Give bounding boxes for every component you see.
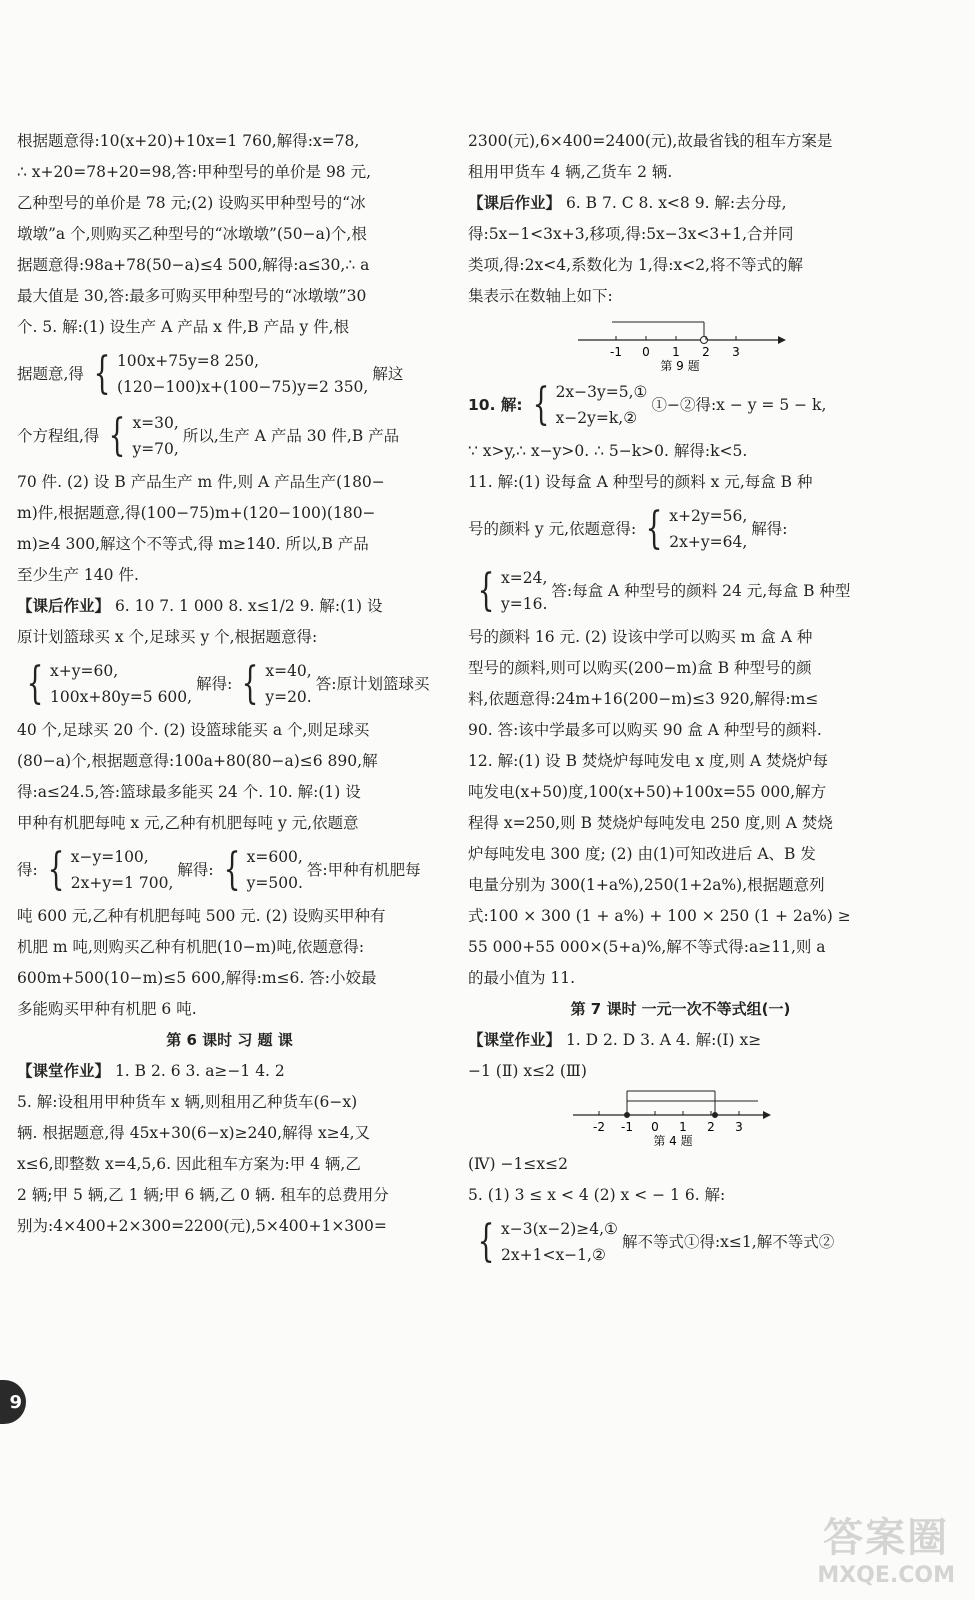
equation-line bbox=[468, 498, 893, 560]
equation: 100x+80y=5 600, bbox=[50, 688, 193, 706]
text: ①−②得:x − y = 5 − k, bbox=[651, 395, 827, 414]
brace: { bbox=[93, 348, 111, 399]
text-line: 12. 解:(1) 设 B 焚烧炉每吨发电 x 度,则 A 焚烧炉每 bbox=[468, 752, 828, 770]
left-column bbox=[17, 126, 442, 1242]
text-line: 2300(元),6×400=2400(元),故最省钱的租车方案是 bbox=[468, 132, 833, 150]
lesson-title: 第 7 课时 一元一次不等式组(一) bbox=[570, 1000, 791, 1018]
equation: x=600, bbox=[246, 848, 303, 866]
equation-system bbox=[640, 503, 747, 555]
text-line: 集表示在数轴上如下: bbox=[468, 287, 613, 305]
section-heading: 【课后作业】 bbox=[17, 597, 111, 615]
text-line: −1 (Ⅱ) x≤2 (Ⅲ) bbox=[468, 1062, 587, 1080]
tick-label: 0 bbox=[651, 1120, 659, 1134]
section-heading: 【课堂作业】 bbox=[468, 1031, 562, 1049]
text-line: 的最小值为 11. bbox=[468, 969, 576, 987]
brace: { bbox=[532, 379, 549, 430]
lesson-title: 第 6 课时 习 题 课 bbox=[166, 1031, 293, 1049]
text-line: 甲种有机肥每吨 x 元,乙种有机肥每吨 y 元,依题意 bbox=[17, 814, 359, 832]
text: 6. B 7. C 8. x<8 9. 解:去分母, bbox=[561, 194, 787, 212]
brace: { bbox=[477, 1216, 495, 1267]
equation-system bbox=[472, 1216, 618, 1268]
tick-label: 2 bbox=[702, 345, 710, 359]
text: 1. B 2. 6 3. a≥−1 4. 2 bbox=[110, 1062, 285, 1080]
text-line: 乙种型号的单价是 78 元;(2) 设购买甲种型号的“冰 bbox=[17, 194, 366, 212]
text: 答:原计划篮球买 bbox=[315, 674, 430, 693]
watermark bbox=[817, 1506, 955, 1588]
tick-label: -1 bbox=[621, 1120, 633, 1134]
equation: y=70, bbox=[132, 440, 179, 458]
text-line: 租用甲货车 4 辆,乙货车 2 辆. bbox=[468, 163, 673, 181]
text-line: 式:100 × 300 (1 + a%) + 100 × 250 (1 + 2a%) ≥ bbox=[468, 907, 851, 925]
number-line-svg bbox=[468, 312, 893, 374]
text-line: x≤6,即整数 x=4,5,6. 因此租车方案为:甲 4 辆,乙 bbox=[17, 1155, 361, 1173]
text-line bbox=[17, 1056, 442, 1087]
brace: { bbox=[47, 844, 65, 895]
text-line: (Ⅳ) −1≤x≤2 bbox=[468, 1155, 568, 1173]
text: 号的颜料 y 元,依题意得: bbox=[468, 519, 637, 538]
tick-label: -1 bbox=[610, 345, 622, 359]
text-line: 炉每吨发电 300 度; (2) 由(1)可知改进后 A、B 发 bbox=[468, 845, 816, 863]
text-line: 个. 5. 解:(1) 设生产 A 产品 x 件,B 产品 y 件,根 bbox=[17, 318, 350, 336]
equation: x−3(x−2)≥4,① bbox=[501, 1220, 618, 1238]
section-heading: 【课后作业】 bbox=[468, 194, 562, 212]
brace: { bbox=[477, 565, 495, 616]
page-number: 9 bbox=[0, 1380, 26, 1424]
arrow-head bbox=[778, 336, 786, 344]
equation-line bbox=[468, 560, 893, 622]
equation: x=40, bbox=[265, 662, 312, 680]
equation-line bbox=[468, 374, 893, 436]
text: 得: bbox=[17, 860, 38, 879]
tick-label: 2 bbox=[707, 1120, 715, 1134]
equation-line bbox=[17, 405, 442, 467]
tick-label: 1 bbox=[679, 1120, 687, 1134]
tick-label: 3 bbox=[732, 345, 740, 359]
equation: x−y=100, bbox=[70, 848, 149, 866]
equation: x=30, bbox=[132, 414, 179, 432]
equation: x+2y=56, bbox=[669, 507, 748, 525]
text-line: 料,依题意得:24m+16(200−m)≤3 920,解得:m≤ bbox=[468, 690, 819, 708]
equation: x+y=60, bbox=[50, 662, 119, 680]
equation: x=24, bbox=[501, 569, 548, 587]
text-line: 吨发电(x+50)度,100(x+50)+100x=55 000,解方 bbox=[468, 783, 827, 801]
figure-caption: 第 9 题 bbox=[660, 359, 700, 373]
text-line: 得:5x−1<3x+3,移项,得:5x−3x<3+1,合并同 bbox=[468, 225, 794, 243]
text-line bbox=[468, 1025, 893, 1056]
equation-line bbox=[17, 343, 442, 405]
text-line: 辆. 根据题意,得 45x+30(6−x)≥240,解得 x≥4,又 bbox=[17, 1124, 371, 1142]
text: 个方程组,得 bbox=[17, 426, 100, 445]
text-line: 70 件. (2) 设 B 产品生产 m 件,则 A 产品生产(180− bbox=[17, 473, 385, 491]
text-line: 多能购买甲种有机肥 6 吨. bbox=[17, 1000, 197, 1018]
equation: 2x+y=64, bbox=[669, 533, 748, 551]
tick-label: 0 bbox=[642, 345, 650, 359]
text-line: 号的颜料 16 元. (2) 设该中学可以购买 m 盒 A 种 bbox=[468, 628, 813, 646]
right-column bbox=[468, 126, 893, 1273]
number-line-q9 bbox=[468, 312, 893, 374]
text-line: 55 000+55 000×(5+a)%,解不等式得:a≥11,则 a bbox=[468, 938, 826, 956]
text: 解这 bbox=[372, 364, 404, 383]
equation: (120−100)x+(100−75)y=2 350, bbox=[116, 378, 369, 396]
text-line: 原计划篮球买 x 个,足球买 y 个,根据题意得: bbox=[17, 628, 318, 646]
text-line: m)≥4 300,解这个不等式,得 m≥140. 所以,B 产品 bbox=[17, 535, 369, 553]
text-line: 5. (1) 3 ≤ x < 4 (2) x < − 1 6. 解: bbox=[468, 1186, 726, 1204]
arrow-head bbox=[763, 1111, 771, 1119]
equation: y=16. bbox=[501, 595, 548, 613]
watermark-url: MXQE.COM bbox=[817, 1563, 955, 1588]
text: 据题意,得 bbox=[17, 364, 84, 383]
equation-system bbox=[472, 565, 547, 617]
text-line: 40 个,足球买 20 个. (2) 设篮球能买 a 个,则足球买 bbox=[17, 721, 370, 739]
equation: y=500. bbox=[246, 874, 303, 892]
text-line: m)件,根据题意,得(100−75)m+(120−100)(180− bbox=[17, 504, 376, 522]
text: 解不等式①得:x≤1,解不等式② bbox=[621, 1232, 835, 1251]
equation-system bbox=[218, 844, 303, 896]
text: 1. D 2. D 3. A 4. 解:(Ⅰ) x≥ bbox=[561, 1031, 762, 1049]
equation-system bbox=[527, 379, 648, 431]
text: 所以,生产 A 产品 30 件,B 产品 bbox=[182, 426, 400, 445]
text: 答:甲种有机肥每 bbox=[306, 860, 421, 879]
section-heading: 【课堂作业】 bbox=[17, 1062, 111, 1080]
text: 解得: bbox=[177, 860, 214, 879]
text-line: ∴ x+20=78+20=98,答:甲种型号的单价是 98 元, bbox=[17, 163, 372, 181]
text-line: 至少生产 140 件. bbox=[17, 566, 139, 584]
tick-label: -2 bbox=[593, 1120, 605, 1134]
text-line: 别为:4×400+2×300=2200(元),5×400+1×300= bbox=[17, 1217, 387, 1235]
equation-system bbox=[88, 348, 368, 400]
equation-line bbox=[17, 653, 442, 715]
equation-line bbox=[17, 839, 442, 901]
text-line: 电量分别为 300(1+a%),250(1+2a%),根据题意列 bbox=[468, 876, 825, 894]
text-line: 类项,得:2x<4,系数化为 1,得:x<2,将不等式的解 bbox=[468, 256, 803, 274]
text: 答:每盒 A 种型号的颜料 24 元,每盒 B 种型 bbox=[551, 581, 851, 600]
text: 解得: bbox=[751, 519, 788, 538]
tick-label: 1 bbox=[672, 345, 680, 359]
brace: { bbox=[645, 503, 663, 554]
equation-system bbox=[236, 658, 311, 710]
text-line bbox=[17, 591, 442, 622]
brace: { bbox=[241, 658, 259, 709]
text: 10. 解: bbox=[468, 395, 523, 414]
number-line-q4 bbox=[468, 1087, 893, 1149]
text: 6. 10 7. 1 000 8. x≤1/2 9. 解:(1) 设 bbox=[110, 597, 383, 615]
brace: { bbox=[26, 658, 44, 709]
text-line: 5. 解:设租用甲种货车 x 辆,则租用乙种货车(6−x) bbox=[17, 1093, 358, 1111]
equation-system bbox=[103, 410, 178, 462]
text-line: 11. 解:(1) 设每盒 A 种型号的颜料 x 元,每盒 B 种 bbox=[468, 473, 813, 491]
text-line bbox=[468, 188, 893, 219]
text-line: 根据题意得:10(x+20)+10x=1 760,解得:x=78, bbox=[17, 132, 360, 150]
equation: y=20. bbox=[265, 688, 312, 706]
tick-label: 3 bbox=[735, 1120, 743, 1134]
equation: x−2y=k,② bbox=[555, 409, 638, 427]
text-line: 程得 x=250,则 B 焚烧炉每吨发电 250 度,则 A 焚烧 bbox=[468, 814, 833, 832]
text-line: 型号的颜料,则可以购买(200−m)盒 B 种型号的颜 bbox=[468, 659, 812, 677]
figure-caption: 第 4 题 bbox=[653, 1134, 693, 1148]
equation: 2x−3y=5,① bbox=[555, 383, 648, 401]
brace: { bbox=[223, 844, 241, 895]
text-line: 最大值是 30,答:最多可购买甲种型号的“冰墩墩”30 bbox=[17, 287, 367, 305]
equation-system bbox=[42, 844, 174, 896]
equation-system bbox=[21, 658, 192, 710]
closed-point bbox=[712, 1112, 718, 1118]
text-line: ∵ x>y,∴ x−y>0. ∴ 5−k>0. 解得:k<5. bbox=[468, 442, 748, 460]
text-line: 得:a≤24.5,答:篮球最多能买 24 个. 10. 解:(1) 设 bbox=[17, 783, 361, 801]
text-line: (80−a)个,根据题意得:100a+80(80−a)≤6 890,解 bbox=[17, 752, 378, 770]
text: 解得: bbox=[196, 674, 233, 693]
text-line: 墩墩”a 个,则购买乙种型号的“冰墩墩”(50−a)个,根 bbox=[17, 225, 367, 243]
number-line-svg bbox=[468, 1087, 893, 1149]
text-line: 据题意得:98a+78(50−a)≤4 500,解得:a≤30,∴ a bbox=[17, 256, 370, 274]
text-line: 机肥 m 吨,则购买乙种有机肥(10−m)吨,依题意得: bbox=[17, 938, 365, 956]
watermark-logo: 答案圈 bbox=[823, 1515, 950, 1561]
text-line: 吨 600 元,乙种有机肥每吨 500 元. (2) 设购买甲种有 bbox=[17, 907, 386, 925]
equation: 2x+y=1 700, bbox=[70, 874, 174, 892]
equation: 100x+75y=8 250, bbox=[116, 352, 260, 370]
text-line: 2 辆;甲 5 辆,乙 1 辆;甲 6 辆,乙 0 辆. 租车的总费用分 bbox=[17, 1186, 389, 1204]
equation-line bbox=[468, 1211, 893, 1273]
brace: { bbox=[109, 410, 126, 461]
text-line: 90. 答:该中学最多可以购买 90 盒 A 种型号的颜料. bbox=[468, 721, 822, 739]
equation: 2x+1<x−1,② bbox=[501, 1246, 606, 1264]
text-line: 600m+500(10−m)≤5 600,解得:m≤6. 答:小姣最 bbox=[17, 969, 377, 987]
